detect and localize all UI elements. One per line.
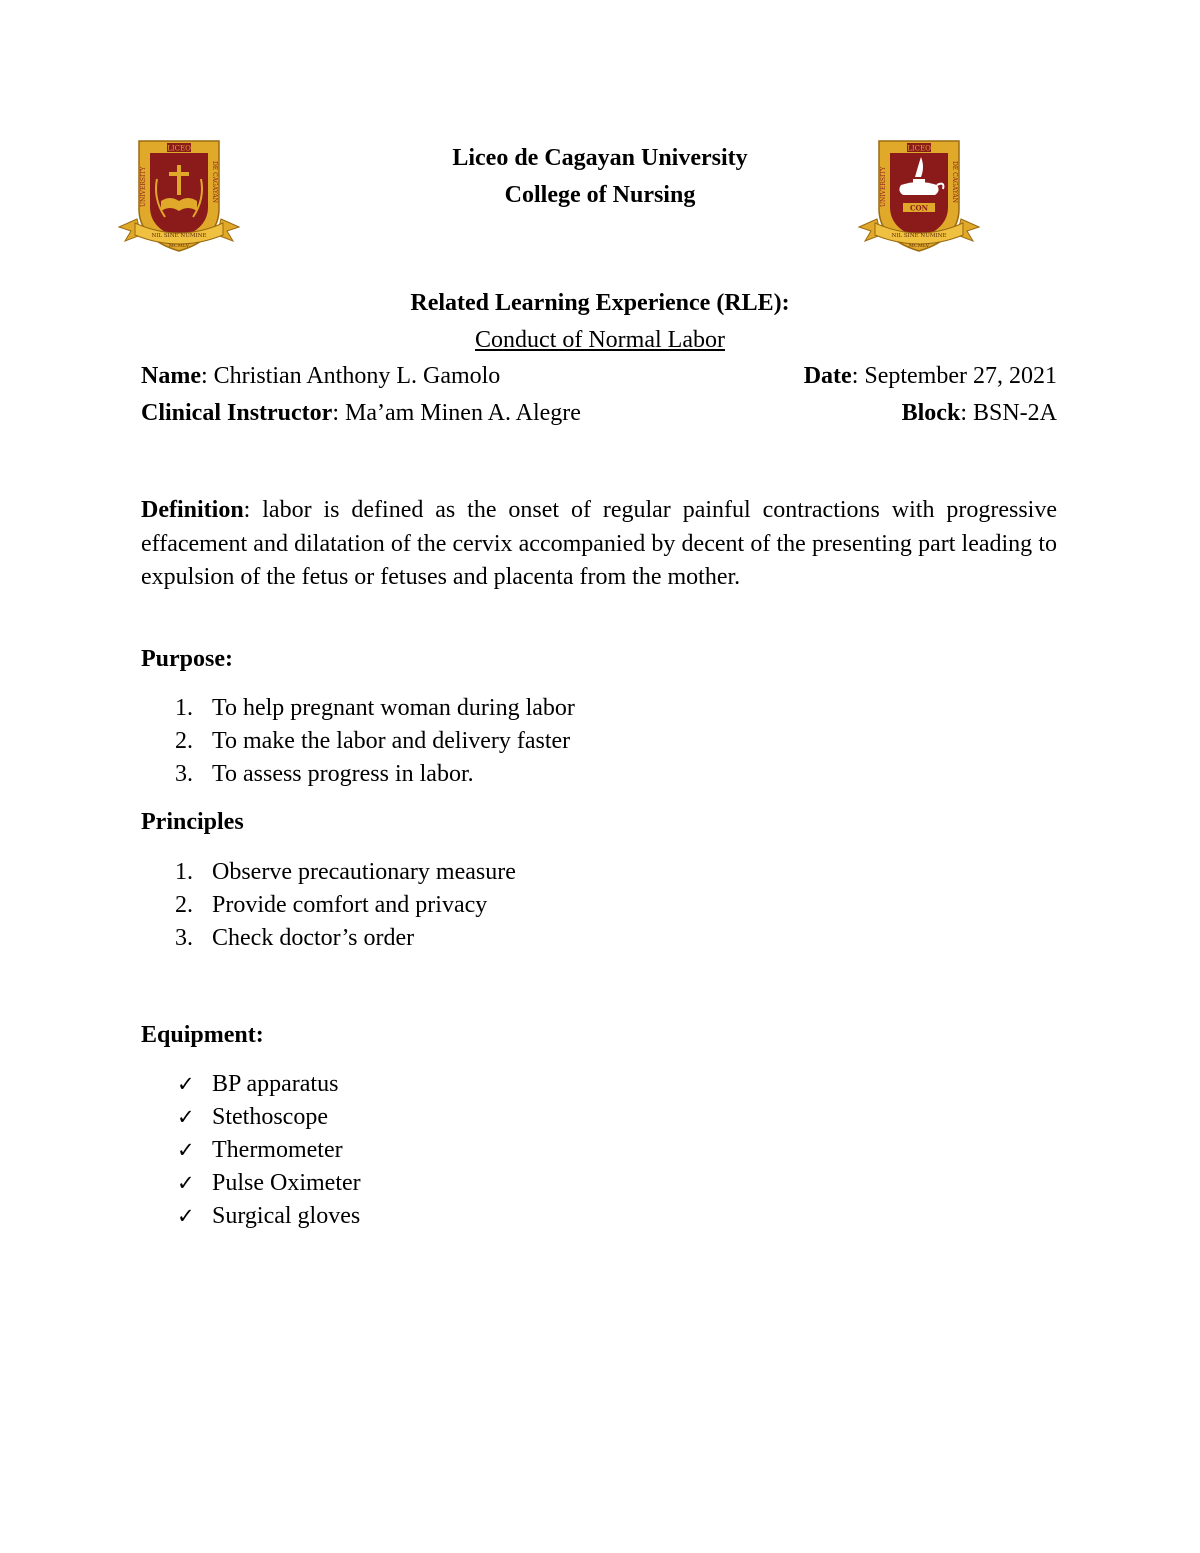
list-item-text: To help pregnant woman during labor bbox=[212, 695, 575, 721]
list-item bbox=[141, 759, 575, 792]
equipment-heading: Equipment: bbox=[141, 1022, 264, 1048]
svg-text:UNIVERSITY: UNIVERSITY bbox=[880, 166, 887, 207]
list-item bbox=[141, 923, 516, 956]
svg-text:MCMLV: MCMLV bbox=[908, 243, 930, 249]
svg-text:NIL SINE NUMINE: NIL SINE NUMINE bbox=[891, 233, 947, 239]
list-item-text: BP apparatus bbox=[212, 1071, 339, 1097]
date-value: : September 27, 2021 bbox=[851, 363, 1057, 389]
list-item bbox=[141, 726, 575, 759]
list-item bbox=[141, 1069, 361, 1102]
block-value: : BSN-2A bbox=[960, 400, 1057, 426]
list-item-text: Check doctor’s order bbox=[212, 925, 415, 951]
principles-heading: Principles bbox=[141, 809, 244, 835]
list-item-text: Thermometer bbox=[212, 1137, 343, 1163]
list-item-text: To assess progress in labor. bbox=[212, 761, 474, 787]
block-label: Block bbox=[901, 400, 961, 426]
checkmark-icon: ✓ bbox=[177, 1138, 195, 1162]
list-item bbox=[141, 1102, 361, 1135]
svg-text:LICEO: LICEO bbox=[167, 144, 191, 153]
purpose-heading: Purpose: bbox=[141, 646, 233, 672]
name-label: Name bbox=[141, 363, 201, 389]
svg-text:NIL SINE NUMINE: NIL SINE NUMINE bbox=[151, 233, 207, 239]
instructor-label: Clinical Instructor bbox=[141, 400, 333, 426]
document-title: Related Learning Experience (RLE): bbox=[410, 290, 790, 316]
instructor-field bbox=[141, 398, 581, 428]
definition-paragraph bbox=[141, 494, 1057, 595]
svg-text:LICEO: LICEO bbox=[907, 144, 931, 153]
svg-text:DE CAGAYAN: DE CAGAYAN bbox=[211, 161, 218, 203]
equipment-list bbox=[141, 1069, 361, 1234]
svg-text:DE CAGAYAN: DE CAGAYAN bbox=[951, 161, 958, 203]
list-item-text: Provide comfort and privacy bbox=[212, 892, 488, 918]
list-number: 3. bbox=[175, 925, 193, 951]
purpose-list bbox=[141, 693, 575, 792]
list-number: 1. bbox=[175, 695, 193, 721]
svg-text:UNIVERSITY: UNIVERSITY bbox=[140, 166, 147, 207]
principles-list bbox=[141, 857, 516, 956]
list-item-text: To make the labor and delivery faster bbox=[212, 728, 571, 754]
list-item bbox=[141, 1201, 361, 1234]
list-number: 2. bbox=[175, 892, 193, 918]
list-number: 1. bbox=[175, 859, 193, 885]
list-item-text: Observe precautionary measure bbox=[212, 859, 516, 885]
checkmark-icon: ✓ bbox=[177, 1072, 195, 1096]
list-item-text: Surgical gloves bbox=[212, 1203, 361, 1229]
instructor-block-row bbox=[141, 398, 1057, 428]
list-item bbox=[141, 1168, 361, 1201]
checkmark-icon: ✓ bbox=[177, 1105, 195, 1129]
block-field bbox=[902, 398, 1057, 428]
checkmark-icon: ✓ bbox=[177, 1204, 195, 1228]
date-field bbox=[804, 361, 1057, 391]
list-item-text: Pulse Oximeter bbox=[212, 1170, 361, 1196]
subtitle-text: Conduct of Normal Labor bbox=[475, 327, 725, 353]
svg-text:CON: CON bbox=[909, 203, 929, 213]
definition-label: Definition bbox=[141, 497, 244, 523]
list-item bbox=[141, 1135, 361, 1168]
list-item-text: Stethoscope bbox=[212, 1104, 328, 1130]
list-item bbox=[141, 857, 516, 890]
university-name: Liceo de Cagayan University bbox=[452, 145, 748, 171]
list-number: 2. bbox=[175, 728, 193, 754]
college-name: College of Nursing bbox=[504, 182, 696, 208]
svg-text:MCMLV: MCMLV bbox=[168, 243, 190, 249]
name-field bbox=[141, 361, 500, 391]
instructor-value: : Ma’am Minen A. Alegre bbox=[332, 400, 581, 426]
list-number: 3. bbox=[175, 761, 193, 787]
checkmark-icon: ✓ bbox=[177, 1171, 195, 1195]
definition-text: : labor is defined as the onset of regular painful contractions with progressive effacement and dilatation of the cervix accompanied by decent of the presenting part leading to expulsion of the fetus or fetuses and placenta from the mother. bbox=[141, 497, 1057, 590]
list-item bbox=[141, 890, 516, 923]
date-label: Date bbox=[803, 363, 852, 389]
list-item bbox=[141, 693, 575, 726]
name-value: : Christian Anthony L. Gamolo bbox=[200, 363, 501, 389]
name-date-row bbox=[141, 361, 1057, 391]
document-subtitle bbox=[0, 325, 1200, 355]
